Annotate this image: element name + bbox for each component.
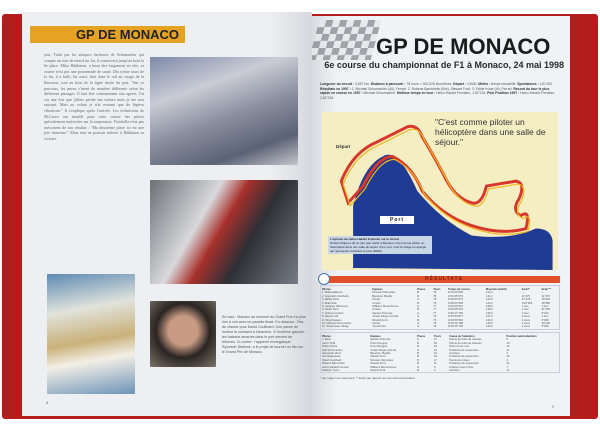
- table-cell: Accident: [449, 368, 460, 372]
- table-cell: —: [521, 291, 525, 295]
- map-quote: "C'est comme piloter un hélicoptère dans une salle de séjour.": [435, 117, 546, 147]
- table-cell: Stewart Ford: [370, 362, 386, 366]
- column-header: Pneus: [417, 334, 426, 338]
- table-cell: Panne de moteur: [449, 358, 470, 362]
- page-number-left: 8: [46, 400, 49, 405]
- table-cell: 8. Damon Hill: [322, 315, 339, 319]
- photo-race-car: [150, 180, 298, 284]
- table-cell: 5. Jacques Villeneuve: [322, 305, 349, 309]
- table-cell: 1 tour: [521, 311, 529, 315]
- championship-logo-icon: [318, 273, 330, 285]
- table-cell: Benetton Playlife: [370, 351, 391, 355]
- table-cell: G: [417, 305, 420, 309]
- table-cell: 9: [433, 365, 436, 369]
- table-cell: 140,1: [486, 301, 493, 305]
- table-cell: 6"089: [541, 318, 549, 322]
- table-cell: G: [417, 315, 420, 319]
- table-cell: 1 tour: [541, 315, 549, 319]
- column-header: Equipes: [372, 288, 383, 291]
- info-value: 1. Michael Schumacher (All), Ferrari. 2. Rubens Barrichello (Bré), Stewart Ford. 3. Eddie Irvine (Irl), Ferrari.: [351, 86, 514, 91]
- table-cell: Ferrari: [372, 298, 381, 302]
- table-cell: 78: [433, 301, 437, 305]
- table-cell: McLaren Mercedes: [370, 358, 394, 362]
- table-cell: 1 tour: [541, 305, 549, 309]
- table-cell: 0: [433, 368, 436, 372]
- table-cell: Williams Mecachrome: [372, 305, 399, 309]
- info-label: Longueur du circuit :: [320, 82, 355, 86]
- table-cell: G: [417, 298, 420, 302]
- table-cell: Problème de suspension: [449, 348, 479, 352]
- table-cell: B: [417, 345, 419, 349]
- start-label: Départ: [336, 144, 351, 149]
- table-cell: 1h51'35"070: [448, 294, 463, 298]
- table-cell: 77: [433, 311, 437, 315]
- circuit-map: [322, 112, 558, 270]
- table-cell: Problème de suspension: [449, 362, 479, 366]
- table-cell: Minardi Ford: [372, 318, 388, 322]
- table-cell: Benetton Playlife: [372, 294, 393, 298]
- table-cell: 1h51'53"871: [448, 315, 463, 319]
- table-cell: Collision avec Irvine: [449, 365, 474, 369]
- left-page: [22, 12, 312, 416]
- table-row: [321, 369, 559, 372]
- table-cell: 11"475: [541, 294, 550, 298]
- table-cell: 4: [506, 351, 508, 355]
- table-cell: 72: [433, 338, 437, 342]
- table-cell: 1h52'08"543: [448, 308, 463, 312]
- table-cell: 11: [506, 348, 510, 352]
- table-cell: 138,2: [486, 311, 493, 315]
- table-cell: 14: [506, 362, 510, 366]
- column-header: Equipes: [370, 334, 381, 338]
- map-legend: [328, 236, 432, 254]
- table-cell: Jan Magnussen: [322, 355, 341, 359]
- table-cell: 3. Eddie Irvine: [322, 298, 340, 302]
- table-cell: 11. Toranosuke Takagi: [322, 325, 349, 329]
- table-cell: 2 tours: [521, 322, 530, 326]
- column-header: Temps de course: [448, 288, 470, 291]
- table-cell: Ferrari: [372, 322, 381, 326]
- info-value: 78 tours = 262,626 kilomètres.: [406, 82, 454, 86]
- info-value: 3,367 km.: [354, 82, 371, 86]
- table-cell: B: [417, 294, 420, 298]
- table-cell: 11"475: [521, 294, 531, 298]
- table-cell: Olivier Panis: [322, 345, 338, 349]
- results-table: [321, 288, 559, 329]
- table-cell: Prost Peugeot: [370, 345, 388, 349]
- table-cell: 6: [506, 338, 508, 342]
- photo-caption: En haut : Monaco au moment du Grand Prix n'a plus rien à voir avec un paradis fiscal. En dessous : Pas de chance pour David Coulthard. Une panne de moteur le contraint à l'abandon. À l'extrême gauche : les bateaux amarrés dans le port servent de tribunes. Ci-contre : l'apprenti monégasque Sylvester Stallone, a le projet de tourner un film sur le Grand Prix de Monaco.: [222, 315, 306, 354]
- column-header: Tours: [433, 334, 442, 338]
- table-cell: B: [417, 368, 419, 372]
- info-label: Distance à parcourir :: [370, 82, 407, 86]
- table-cell: G: [417, 325, 420, 329]
- table-cell: 10: [506, 341, 510, 345]
- info-label: Résultats en 1997 :: [320, 86, 352, 91]
- info-value: temps ensoleillé.: [491, 82, 518, 86]
- column-header: Ecart **: [541, 288, 552, 291]
- table-cell: B: [417, 355, 419, 359]
- table-cell: B: [417, 362, 419, 366]
- table-cell: 1 tour: [521, 305, 529, 309]
- info-value: Heinz-Harald Frentzen, 1'18"216.: [436, 91, 488, 96]
- table-cell: Williams Mecachrome: [370, 365, 397, 369]
- table-cell: 2. Giancarlo Fisichella: [322, 294, 349, 298]
- results-footnote: * par rapport au vainqueur ** Ecart par rapport au concurrent précédent: [320, 376, 415, 381]
- table-cell: 76: [433, 315, 437, 319]
- table-cell: Prost Peugeot: [370, 341, 388, 345]
- table-cell: 136,4: [486, 325, 493, 329]
- table-cell: Stewart Ford: [370, 355, 386, 359]
- checkered-flag-icon: [312, 20, 381, 60]
- table-cell: 41"378: [521, 298, 531, 302]
- table-cell: —: [541, 291, 545, 295]
- column-header: Ecart*: [521, 288, 530, 291]
- column-header: Moyenne (km/h): [486, 288, 507, 291]
- table-cell: J. Alesi: [322, 338, 331, 342]
- table-cell: 77: [433, 308, 437, 312]
- table-cell: Sauber Petronas: [370, 338, 391, 342]
- table-cell: 140,5: [486, 298, 493, 302]
- table-cell: 1h52'10"188: [448, 322, 463, 326]
- table-cell: B: [417, 318, 420, 322]
- info-value: 120 000.: [539, 82, 553, 86]
- table-cell: 10. Michael Schumacher: [322, 322, 352, 326]
- table-cell: 1h52'23"958: [448, 301, 463, 305]
- table-cell: 10: [506, 345, 510, 349]
- table-cell: 6. Pedro Diniz: [322, 308, 339, 312]
- table-cell: 76: [433, 318, 437, 322]
- info-label: Départ :: [453, 82, 467, 86]
- table-cell: 78: [433, 298, 437, 302]
- table-cell: 11: [433, 362, 437, 366]
- table-cell: Jordan Mugen Honda: [370, 348, 397, 352]
- table-cell: G: [417, 365, 420, 369]
- table-cell: 30: [433, 355, 437, 359]
- table-cell: Sauber Petronas: [372, 311, 393, 315]
- table-cell: B: [417, 291, 420, 295]
- table-cell: Jordan Mugen Honda: [372, 315, 399, 319]
- info-value: Michael Schumacher.: [363, 91, 397, 96]
- table-cell: 21"628: [541, 308, 550, 312]
- table-cell: Tyrrell Ford: [372, 325, 386, 329]
- table-cell: B: [417, 341, 419, 345]
- table-cell: 76: [433, 325, 437, 329]
- table-cell: 2 tours: [521, 318, 530, 322]
- table-cell: Arrows: [372, 301, 381, 305]
- photo-stallone: [150, 301, 216, 367]
- table-cell: Problème de suspension: [449, 355, 479, 359]
- table-cell: 10"228: [541, 322, 550, 326]
- table-cell: 29"903: [541, 298, 550, 302]
- column-header: Pilotes: [322, 288, 331, 291]
- info-label: Spectateurs :: [517, 82, 540, 86]
- table-cell: 138,4: [486, 308, 493, 312]
- table-cell: 18"985: [541, 301, 550, 305]
- port-label: Port: [380, 216, 414, 224]
- table-cell: 1h52'17"766: [448, 311, 463, 315]
- table-cell: 1h52'04"973: [448, 298, 463, 302]
- column-header: Pilotes: [322, 334, 331, 338]
- table-cell: Rubens Barrichello: [322, 362, 345, 366]
- table-cell: 78: [433, 291, 437, 295]
- table-cell: 1h51'23"595: [448, 291, 463, 295]
- table-cell: Panne de boîte de vitesses: [449, 341, 482, 345]
- table-cell: 1h51'59"960: [448, 318, 463, 322]
- table-cell: Minardi Ford: [370, 368, 386, 372]
- table-cell: G: [417, 348, 420, 352]
- table-cell: 42: [433, 351, 437, 355]
- table-cell: 76: [433, 322, 437, 326]
- table-cell: G: [417, 322, 420, 326]
- table-cell: 1. Mika Häkkinen: [322, 291, 343, 295]
- info-label: Meilleur temps en tour :: [396, 91, 437, 96]
- page-title: GP DE MONACO: [376, 34, 551, 59]
- table-cell: 1h52'15"736: [448, 325, 463, 329]
- table-cell: 44: [433, 348, 437, 352]
- table-cell: Heinz-Harald Frentzen: [322, 365, 350, 369]
- info-label: Record du tour le plus rapide en course en 1997 :: [320, 86, 550, 96]
- table-cell: 9. Shinji Nakano: [322, 318, 342, 322]
- table-cell: Accident: [449, 351, 460, 355]
- table-cell: 141,4: [486, 291, 493, 295]
- info-label: Météo :: [478, 82, 492, 86]
- table-cell: 49: [433, 345, 437, 349]
- table-cell: 2 tours: [521, 315, 530, 319]
- table-cell: Ralf Schumacher: [322, 348, 343, 352]
- table-cell: Panne de boîte de vitesses: [449, 338, 482, 342]
- table-cell: David Coulthard: [322, 358, 342, 362]
- page-number-right: 9: [552, 404, 555, 409]
- table-cell: 1 tour: [521, 308, 529, 312]
- table-cell: 136,8: [486, 318, 493, 322]
- table-cell: Jarno Trulli: [322, 341, 336, 345]
- table-cell: 17: [433, 358, 437, 362]
- table-cell: Esteban Tuero: [322, 368, 340, 372]
- page-subtitle: 6e course du championnat de F1 à Monaco, 24 mai 1998: [324, 60, 564, 70]
- table-cell: 21: [506, 368, 510, 372]
- table-cell: 2 tours: [521, 325, 530, 329]
- table-cell: 137,0: [486, 315, 493, 319]
- legend-text: Nelson Piquet a dit un jour que rouler à Monaco c'est comme piloter un hélicoptère dans une salle de séjour. Pour moi, c'est le virage en épingle qui représente l'obstacle le plus difficile.: [330, 241, 427, 253]
- table-cell: 141,1: [486, 294, 493, 298]
- table-cell: G: [417, 338, 420, 342]
- table-cell: 77: [433, 305, 437, 309]
- info-value: Heinz-Harald Frentzen, 1'18"216.: [320, 91, 556, 100]
- table-cell: 139,0: [486, 305, 493, 309]
- info-label: Pole Position 1997 :: [487, 91, 521, 96]
- table-cell: 1h51'46"915: [448, 305, 463, 309]
- column-header: Position avant abandon: [506, 334, 537, 338]
- right-page: [312, 16, 570, 416]
- table-cell: 78: [433, 294, 437, 298]
- column-header: Cause de l'abandon: [449, 334, 475, 338]
- table-cell: 1'00"363: [521, 301, 533, 305]
- table-cell: B: [417, 358, 419, 362]
- table-cell: 9"223: [541, 311, 549, 315]
- table-cell: 4. Mika Salo: [322, 301, 337, 305]
- column-header: Pneus: [417, 288, 426, 291]
- table-cell: B: [417, 351, 419, 355]
- table-row: [321, 325, 559, 328]
- results-title: RÉSULTATS: [328, 276, 560, 283]
- table-cell: Perte d'une roue: [449, 345, 469, 349]
- left-heading: GP DE MONACO: [30, 26, 185, 43]
- legend-title: L'opinion de Heinz-Harald Frentzen sur le circuit: [330, 237, 399, 241]
- table-cell: 2: [506, 358, 508, 362]
- table-cell: Arrows: [372, 308, 381, 312]
- table-cell: 5"548: [541, 325, 549, 329]
- photo-monaco-harbour: [150, 57, 298, 165]
- table-cell: 56: [433, 341, 437, 345]
- photo-yacht: [47, 274, 135, 394]
- info-value: 14h30.: [466, 82, 479, 86]
- article-body: jour. Trahi par les attaques furieuses de Schumacher qui compte un tour de retard sur lui, il conservera jusqu'au bout la 6e place. Mika Häkkinen, a beau être largement en tête, sa course n'est pas une promenade de santé. Dès trente tours de la fin, il a failli, lui aussi, finir dans le rail au virage de la Rascasse, tout au bout de la ligne droite du port. "Sur ce parcours, les pneus s'usent de manière différente selon les différents passages. Il faut être constamment aux aguets. J'ai cru une fois que j'allais perdre ma voiture mais je me suis rattrapé. Mais au volant je n'ai ressenti que de légères vibrations." Il s'explique après l'arrivée. Les techniciens de McLaren ont installé pour cette course des pièces spécialement renforcées sur la suspension. Fisichella n'est pas mécontent de son résultat : "Ma deuxième place ici est une joie immense." Mais rien ne pouvait enlever à Häkkinen sa victoire.: [44, 52, 144, 141]
- retirements-table: [321, 335, 559, 372]
- results-section: [320, 276, 560, 380]
- table-cell: B: [417, 308, 420, 312]
- table-cell: McLaren Mercedes: [372, 291, 396, 295]
- race-info: [320, 82, 560, 100]
- table-cell: G: [417, 311, 420, 315]
- table-cell: B: [417, 301, 420, 305]
- table-cell: 136,6: [486, 322, 493, 326]
- column-header: Tours: [433, 288, 441, 291]
- table-cell: 12: [506, 355, 510, 359]
- table-cell: 7: [506, 365, 508, 369]
- table-cell: 7. Johnny Herbert: [322, 311, 344, 315]
- table-cell: Alexander Wurz: [322, 351, 342, 355]
